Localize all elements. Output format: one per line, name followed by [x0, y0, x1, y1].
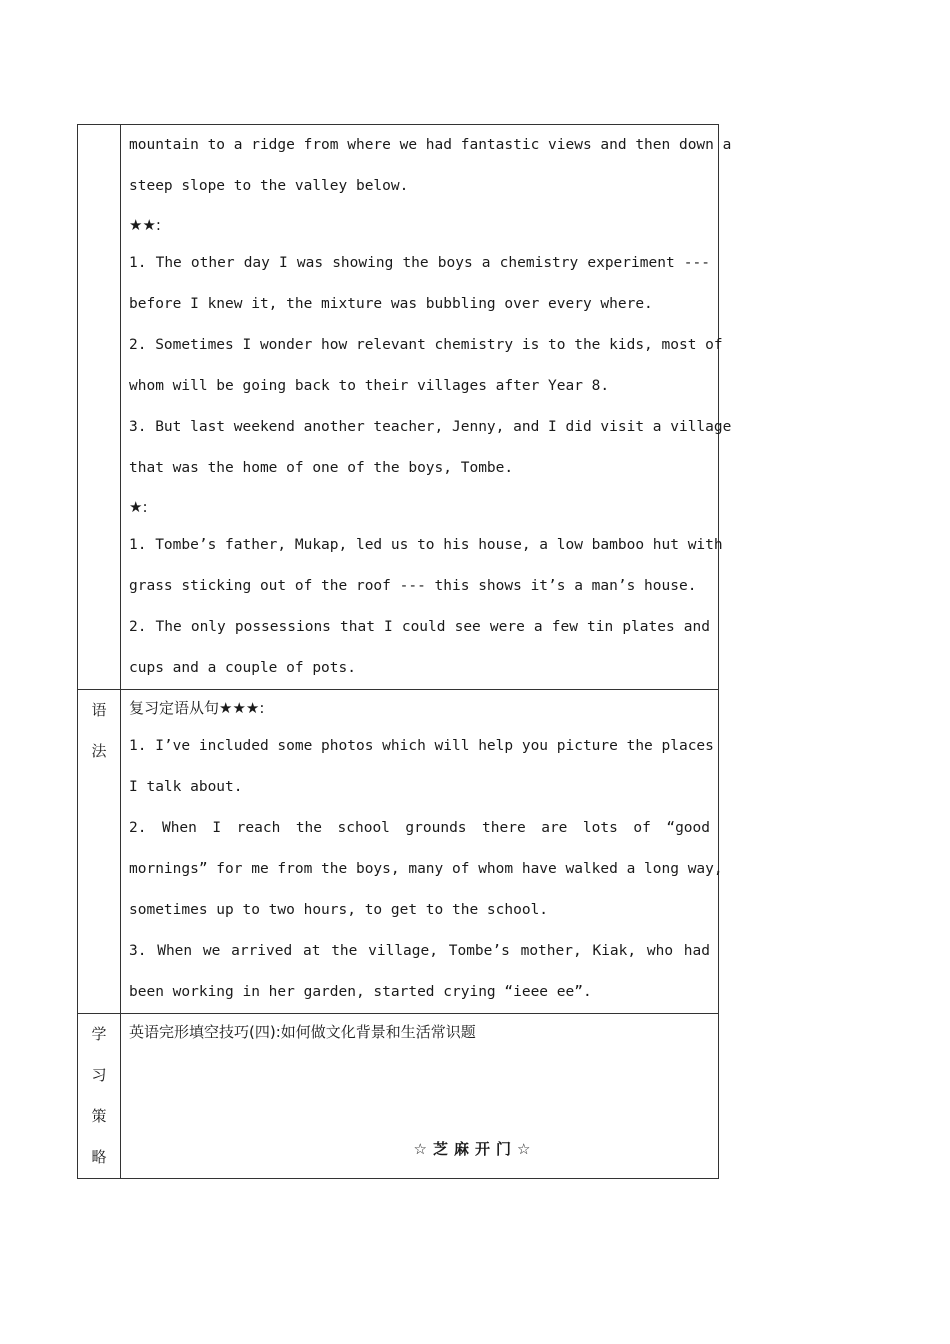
text-line: mornings” for me from the boys, many of whom have walked a long way, — [129, 861, 723, 877]
row-label-cell — [78, 1014, 121, 1179]
star-heading: ★★: — [129, 216, 161, 234]
section-heading: 英语完形填空技巧(四):如何做文化背景和生活常识题 — [129, 1023, 476, 1041]
table-row-grammar — [78, 690, 719, 1014]
row-label-cell — [78, 690, 121, 1014]
star-heading: ★: — [129, 498, 148, 516]
row-label-char: 语 — [91, 701, 107, 719]
page-footer: ☆芝麻开门☆ — [413, 1140, 537, 1158]
content-table — [77, 124, 732, 1179]
text-line: 2. When I reach the school grounds there are lots of “good — [129, 820, 710, 836]
row-label-char: 法 — [91, 742, 107, 760]
text-line: grass sticking out of the roof --- this shows it’s a man’s house. — [129, 578, 697, 594]
text-line: sometimes up to two hours, to get to the school. — [129, 902, 549, 918]
text-line: 1. The other day I was showing the boys a chemistry experiment --- — [129, 255, 710, 271]
row-label-char: 略 — [91, 1148, 107, 1166]
text-line: cups and a couple of pots. — [129, 660, 356, 676]
table-row-sentences — [78, 125, 719, 690]
text-line: that was the home of one of the boys, Tombe. — [129, 460, 514, 476]
text-line: 2. Sometimes I wonder how relevant chemistry is to the kids, most of — [129, 337, 723, 353]
text-line: 3. But last weekend another teacher, Jenny, and I did visit a village — [129, 419, 732, 435]
text-line: whom will be going back to their villages after Year 8. — [129, 378, 610, 394]
text-line: mountain to a ridge from where we had fantastic views and then down a — [129, 137, 732, 153]
text-line: 1. I’ve included some photos which will help you picture the places — [129, 738, 714, 754]
row-label-char: 策 — [91, 1107, 107, 1125]
row-label-char: 学 — [91, 1025, 107, 1043]
text-line: I talk about. — [129, 779, 243, 795]
section-heading: 复习定语从句★★★: — [129, 699, 265, 717]
text-line: before I knew it, the mixture was bubbling over every where. — [129, 296, 653, 312]
row-label-cell — [78, 125, 121, 690]
text-line: steep slope to the valley below. — [129, 178, 409, 194]
text-line: been working in her garden, started crying “ieee ee”. — [129, 984, 592, 1000]
text-line: 2. The only possessions that I could see were a few tin plates and — [129, 619, 710, 635]
table-row-strategy — [78, 1014, 719, 1179]
row-content-cell — [121, 690, 723, 1014]
row-content-cell — [121, 125, 732, 690]
row-label-char: 习 — [91, 1066, 107, 1084]
text-line: 1. Tombe’s father, Mukap, led us to his house, a low bamboo hut with — [129, 537, 723, 553]
text-line: 3. When we arrived at the village, Tombe’s mother, Kiak, who had — [129, 943, 710, 959]
